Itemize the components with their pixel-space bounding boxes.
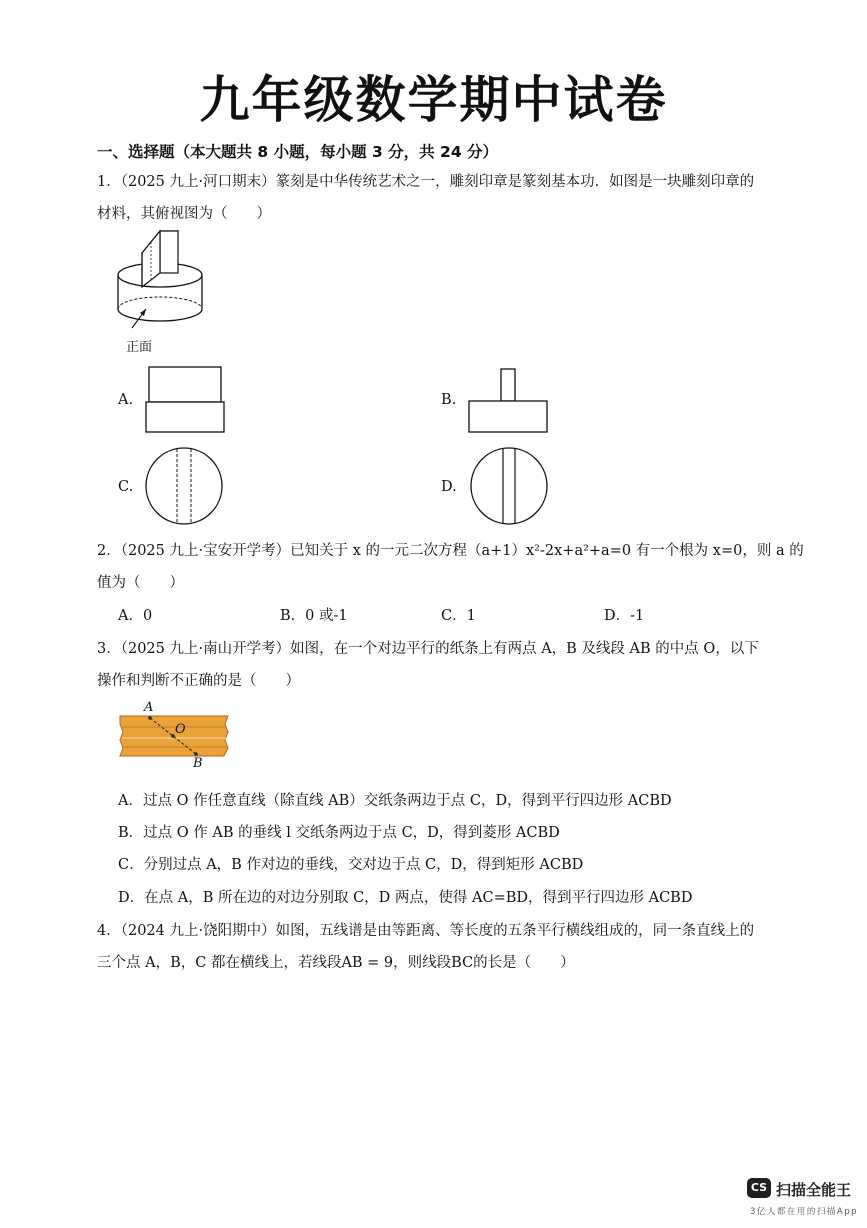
q1-option-c-label[interactable]: C. [118, 479, 134, 495]
q3-point-a-label: A [144, 700, 154, 715]
q2-option-a[interactable]: A．0 [118, 608, 153, 624]
q1-text-line1: 1．（2025 九上·河口期末）篆刻是中华传统艺术之一，雕刻印章是篆刻基本功．如图是一块雕刻印章的 [97, 174, 755, 190]
q2-option-c[interactable]: C．1 [441, 608, 476, 624]
scanner-tagline: 3亿人都在用的扫描App [750, 1207, 859, 1217]
q3-option-a[interactable]: A．过点 O 作任意直线（除直线 AB）交纸条两边于点 C，D，得到平行四边形 ACBD [118, 793, 672, 809]
q1-option-a-figure [145, 366, 227, 434]
q1-option-d-label[interactable]: D. [441, 479, 457, 495]
q3-text-line1: 3．（2025 九上·南山开学考）如图，在一个对边平行的纸条上有两点 A，B 及线段 AB 的中点 O，以下 [97, 641, 759, 657]
q4-text-line1: 4．（2024 九上·饶阳期中）如图，五线谱是由等距离、等长度的五条平行横线组成的，同一条直线上的 [97, 923, 755, 939]
q1-option-b-label[interactable]: B. [441, 392, 457, 408]
q1-option-a-label[interactable]: A. [118, 392, 134, 408]
q2-option-b[interactable]: B．0 或-1 [280, 608, 348, 624]
q3-point-b-label: B [193, 756, 203, 771]
q3-text-line2: 操作和判断不正确的是（ ） [97, 673, 300, 689]
q3-option-c[interactable]: C．分别过点 A，B 作对边的垂线，交对边于点 C，D，得到矩形 ACBD [118, 857, 584, 873]
section-heading: 一、选择题（本大题共 8 小题，每小题 3 分，共 24 分） [97, 143, 499, 161]
q1-option-d-figure [469, 446, 551, 528]
q3-paper-strip-figure [116, 712, 232, 758]
scanner-app-name: 扫描全能王 [776, 1181, 852, 1199]
camscanner-logo-icon: CS [747, 1178, 771, 1198]
q2-option-d[interactable]: D．-1 [604, 608, 645, 624]
q1-seal-figure [110, 225, 220, 335]
q1-text-line2: 材料，其俯视图为（ ） [97, 206, 271, 222]
q2-text-line2: 值为（ ） [97, 575, 184, 591]
q1-front-label: 正面 [126, 340, 153, 355]
q3-option-b[interactable]: B．过点 O 作 AB 的垂线 l 交纸条两边于点 C，D，得到菱形 ACBD [118, 825, 560, 841]
q3-point-o-label: O [175, 722, 186, 737]
q3-option-d[interactable]: D．在点 A，B 所在边的对边分别取 C，D 两点，使得 AC=BD，得到平行四边形 ACBD [118, 890, 693, 906]
q4-text-line2: 三个点 A，B，C 都在横线上，若线段AB = 9，则线段BC的长是（ ） [97, 955, 575, 971]
q1-option-b-figure [467, 368, 551, 434]
page-title: 九年级数学期中试卷 [199, 71, 668, 129]
q1-option-c-figure [144, 446, 226, 528]
q2-text-line1: 2．（2025 九上·宝安开学考）已知关于 x 的一元二次方程（a+1）x²-2x+a²+a=0 有一个根为 x=0，则 a 的 [97, 543, 804, 559]
